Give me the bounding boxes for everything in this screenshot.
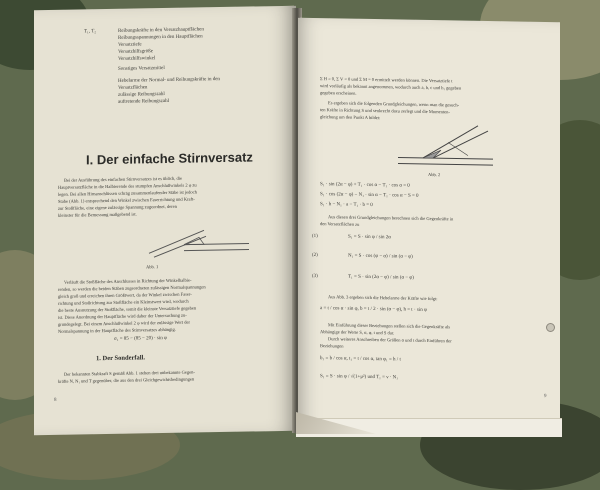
equation-number: (3)	[312, 273, 318, 280]
text-line: Der bekannten Stabkraft S gemäß Abb. 1 stehen drei unbekannte Gegen-	[64, 369, 195, 377]
symbol-text: zulässige Reibungszahl	[118, 92, 165, 98]
text-line: Durch weiteres Anschreiben der Größen α und t durch Einführen der	[328, 336, 452, 344]
left-page	[34, 6, 296, 436]
text-line: Es ergeben sich die folgenden Grundgleichungen, wenn man die gesuch-	[328, 100, 460, 108]
page-number: 9	[544, 394, 547, 400]
equation-number: (1)	[312, 233, 318, 240]
equation-number: (2)	[312, 252, 318, 259]
text-line: richtung und Stoßrichtung zur Stoßfläche ein Kleinstwert wird, wodurch	[58, 298, 189, 306]
text-line: gleich groß und erreichen ihren Größtwert, da der Winkel zwischen Faser-	[58, 291, 192, 299]
equation: S₁ · h − N₁ · a − T₁ · b = 0	[320, 202, 373, 209]
text-line: den Versatzflächen zu	[320, 221, 360, 227]
symbol-label: T₁, T₂	[84, 29, 97, 35]
symbol-text: auftretende Reibungszahl	[118, 98, 169, 105]
figure-caption: Abb. 1	[146, 264, 159, 270]
symbol-text: Versatzflächen	[118, 85, 148, 91]
figure-1-diagram	[144, 221, 254, 263]
text-line: Normalspannung in der Hauptfläche des Stirnversatzes abhängig.	[58, 326, 176, 334]
text-line: ist. Diese Anordnung der Hauptfläche wird daher der Untersuchung zu-	[58, 312, 187, 320]
text-line: die beste Ausnutzung der Stoßfläche, somit die kleinste Versatztiefe gegeben	[58, 305, 197, 313]
symbol-text: Reibungskräfte in den Versatzhauptflächen	[118, 27, 204, 34]
symbol-text: Versatzhilfswinkel	[118, 56, 156, 62]
text-line: legen. Bei allen Hirnanschlüssen schräg zusammenlaufender Stäbe ist jedoch	[58, 189, 197, 197]
text-line: kleinster für die Bemessung maßgebend ist.	[58, 211, 137, 218]
equation: b₁ = b / cos α, t₁ = t / cos α, tan φ₁ = h / t	[320, 356, 401, 363]
text-line: gegeben erscheinen.	[320, 90, 357, 96]
equation: S₁ = S · sin φ / √(1+μ²) und T₁ = ν · N₁	[320, 374, 399, 381]
text-line: zur Stoßfläche, eine eigene zulässige Spannung zugeordnet, deren	[58, 203, 177, 211]
right-page	[298, 18, 560, 436]
text-line: Σ H = 0, Σ V = 0 und Σ M = 0 ermittelt werden können. Die Versatztiefe t	[320, 76, 453, 84]
top-paragraph	[298, 18, 560, 121]
text-line: Bei der Ausführung des einfachen Stirnversatzes ist es üblich, die	[64, 175, 182, 183]
figure-2-diagram	[393, 119, 503, 171]
text-line: Verläuft die Stoßfläche des Anschlusses in Richtung der Winkelhalbie-	[64, 277, 192, 285]
section-heading: I. Der einfache Stirnversatz	[86, 149, 253, 168]
equation: a = t / cos α · sin φ, b = t / 2 · sin (α − φ), h = t · sin φ	[320, 306, 427, 313]
text-line: Hauptversatzfläche in die Halbierende des stumpfen Anschlußwinkels 2 φ zu	[58, 182, 197, 190]
text-line: Aus Abb. 3 ergeben sich die Hebelarme der Kräfte wie folgt:	[328, 294, 438, 302]
text-line: renden, so werden die beiden Stäben zugeordneten zulässigen Normalspannungen	[58, 284, 206, 292]
binding-hole	[546, 323, 555, 332]
text-line: Stabe (Abb. 1) entsprechend den Winkel zwischen Faserrichtung und Kraft-	[58, 196, 195, 204]
subheading: 1. Der Sonderfall.	[96, 354, 145, 363]
text-line: gleichung um den Punkt A bildet:	[320, 114, 381, 121]
symbol-text: Versatztiefe	[118, 42, 142, 48]
symbol-text: Versatzhilfsgröße	[118, 49, 153, 55]
text-line: Abhängige der Werte S, α, φ, t und S dar.	[320, 329, 395, 336]
text-line: Mit Einführung dieser Beziehungen stellen sich die Gegenkräfte als	[328, 322, 450, 330]
equation: S₁ · cos (2α − φ) − N₁ · sin α − T₁ · cos α − S = 0	[320, 192, 419, 199]
page-number: 8	[54, 397, 57, 403]
open-book	[34, 8, 568, 438]
text-line: Beziehungen	[320, 343, 344, 349]
equation: S₁ = S · sin φ / sin 2α	[348, 234, 391, 241]
text-line: ten Kräfte in Richtung S und senkrecht dazu zerlegt und die Momenten-	[320, 107, 450, 115]
formula: σ₁ = 85 − (85 − 20) · sin φ	[114, 335, 167, 342]
equation: S₁ · sin (2α − φ) + T₁ · cos α − T₁ · cos α = 0	[320, 182, 410, 189]
text-line: grundegelegt. Bei einem Anschlußwinkel 2 φ wird der zulässige Wert der	[58, 319, 190, 327]
text-line: wird vorläufig als bekannt angenommen, wodurch auch a, b, c und h₁ gegeben	[320, 83, 462, 91]
equation: T₁ = S · sin (2α − φ) / sin (α − φ)	[348, 274, 414, 281]
equation: N₁ = S · cos (φ − α) / sin (α − φ)	[348, 253, 413, 260]
symbol-text: Reibungsspannungen in den Hauptflächen	[118, 34, 203, 41]
text-line: kräfte N, N₁ und T gegenüber, die aus den drei Gleichgewichtsbedingungen	[58, 376, 195, 384]
symbol-text: Hebelarme der Normal- und Reibungskräfte in den	[118, 77, 220, 84]
figure-caption: Abb. 2	[428, 171, 441, 178]
symbol-text: Sonstiges Versatzmittel	[118, 66, 165, 72]
text-line: Aus diesen drei Grundgleichungen berechnen sich die Gegenkräfte in	[328, 214, 454, 222]
